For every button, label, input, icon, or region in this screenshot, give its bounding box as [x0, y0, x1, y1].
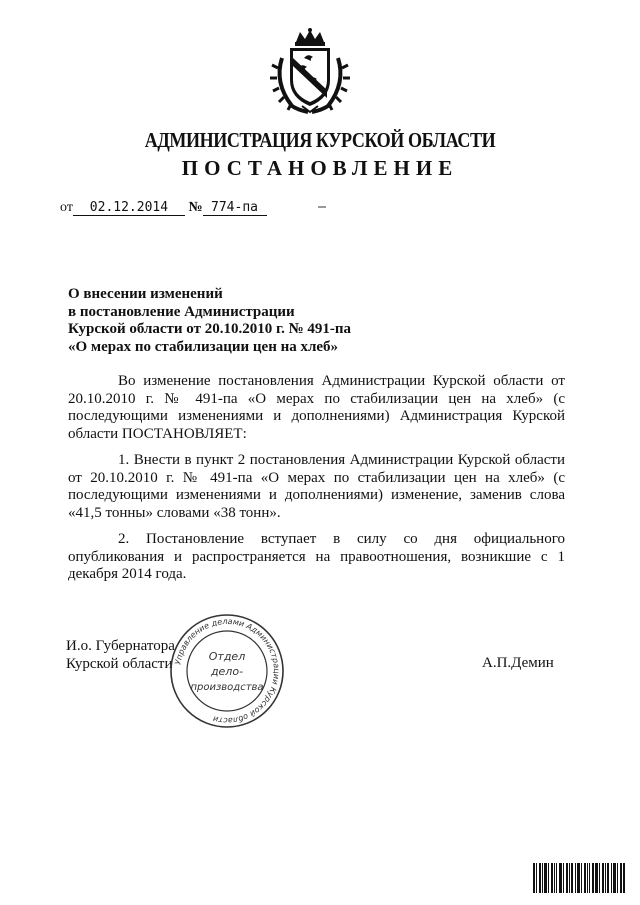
signer-title — [66, 637, 175, 673]
stamp-ring-text: Управление делами Администрации Курской области — [173, 616, 282, 726]
document-type: ПОСТАНОВЛЕНИЕ — [181, 156, 459, 180]
barcode — [533, 863, 625, 893]
document-number: 774-па — [203, 200, 267, 216]
stamp-center-line: производства — [190, 682, 264, 693]
stamp-center-line: дело- — [210, 665, 244, 678]
signer-title-line: Курской области — [66, 656, 173, 672]
subject-line: О внесении изменений — [68, 286, 223, 302]
subject-line: Курской области от 20.10.2010 г. № 491-па — [68, 321, 352, 337]
document-number-line — [60, 200, 267, 216]
number-sign: № — [188, 200, 203, 215]
document-subject — [68, 286, 351, 356]
intro-paragraph: Во изменение постановления Администрации Курской области от 20.10.2010 г. № 491-па «О мерах по стабилизации цен на хлеб» (с последующими изменениями и дополнениями) Администрация Курской области ПОСТАНОВЛЯЕТ: — [68, 373, 565, 442]
subject-line: в постановление Администрации — [68, 303, 295, 320]
coat-of-arms-emblem — [268, 28, 352, 114]
subject-line: «О мерах по стабилизации цен на хлеб» — [68, 338, 339, 355]
scan-mark — [318, 206, 326, 208]
document-date: 02.12.2014 — [73, 200, 185, 216]
item-2-paragraph: 2. Постановление вступает в силу со дня официального опубликования и распространяется на правоотношения, возникшие с 1 декабря 2014 года. — [68, 531, 565, 582]
signer-name: А.П.Демин — [482, 655, 554, 671]
signer-title-line: И.о. Губернатора — [66, 638, 175, 654]
date-prefix: от — [60, 200, 73, 215]
item-1-paragraph: 1. Внести в пункт 2 постановления Администрации Курской области от 20.10.2010 г. № 491-па «О мерах по стабилизации цен на хлеб» (с последующими изменениями и дополнениями) изменение, заменив слова «41,5 тонны» словами «38 тонн». — [68, 452, 565, 521]
organization-title: АДМИНИСТРАЦИЯ КУРСКОЙ ОБЛАСТИ — [144, 128, 496, 152]
stamp-center-line: Отдел — [208, 650, 246, 663]
official-stamp — [168, 612, 286, 730]
